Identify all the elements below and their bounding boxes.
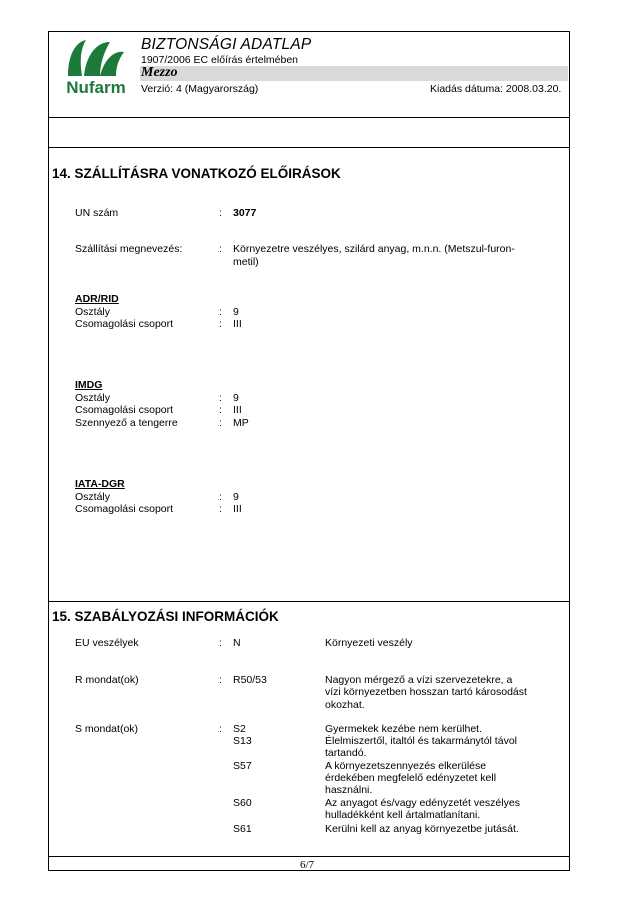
adr-pg-value: III [233, 318, 242, 330]
adr-heading: ADR/RID [75, 293, 119, 305]
iata-pg-label: Csomagolási csoport [75, 503, 174, 515]
r-text-line: Nagyon mérgező a vízi szervezetekre, a [325, 674, 513, 686]
shipping-value-line2: metil) [233, 256, 259, 268]
shipping-label: Szállítási megnevezés: [75, 243, 183, 255]
section-14-title: 14. SZÁLLÍTÁSRA VONATKOZÓ ELŐIRÁSOK [52, 166, 341, 181]
imdg-pg-value: III [233, 404, 242, 416]
imdg-class-value: 9 [233, 392, 239, 404]
imdg-mp-label: Szennyező a tengerre [75, 417, 178, 429]
iata-class-label: Osztály [75, 491, 111, 503]
nufarm-logo [60, 36, 132, 96]
adr-pg-label: Csomagolási csoport [75, 318, 174, 330]
s-code: S60 [233, 797, 252, 809]
header-divider [48, 117, 570, 118]
colon: : [219, 318, 222, 330]
colon: : [219, 417, 222, 429]
version-text: Verzió: 4 (Magyarország) [141, 83, 259, 95]
imdg-class-label: Osztály [75, 392, 111, 404]
s-code: S2 [233, 723, 246, 735]
colon: : [219, 503, 222, 515]
r-code: R50/53 [233, 674, 267, 686]
s-code: S57 [233, 760, 252, 772]
footer-divider [48, 856, 570, 857]
s-text-line: Élelmiszertől, italtól és takarmánytól távol [325, 735, 517, 747]
colon: : [219, 207, 222, 219]
eu-code: N [233, 637, 241, 649]
colon: : [219, 674, 222, 686]
colon: : [219, 392, 222, 404]
adr-class-label: Osztály [75, 306, 111, 318]
document-title: BIZTONSÁGI ADATLAP [141, 36, 312, 53]
eu-label: EU veszélyek [75, 637, 139, 649]
s-text-line: Az anyagot és/vagy edényzetét veszélyes [325, 797, 520, 809]
s-text-line: tartandó. [325, 747, 367, 759]
colon: : [219, 243, 222, 255]
s-text-line: hulladékként kell ártalmatlanítani. [325, 809, 481, 821]
s-text-line: Gyermekek kezébe nem kerülhet. [325, 723, 482, 735]
s-label: S mondat(ok) [75, 723, 139, 735]
r-text-line: vízi környezetben hosszan tartó károsodást [325, 686, 527, 698]
section-15-title: 15. SZABÁLYOZÁSI INFORMÁCIÓK [52, 609, 279, 624]
colon: : [219, 723, 222, 735]
s-text-line: Kerülni kell az anyag környezetbe jutását. [325, 823, 519, 835]
r-label: R mondat(ok) [75, 674, 139, 686]
logo-text: Nufarm [66, 78, 126, 96]
un-value: 3077 [233, 207, 257, 219]
imdg-mp-value: MP [233, 417, 249, 429]
s-text-line: érdekében megfelelő edényzetet kell [325, 772, 497, 784]
eu-text: Környezeti veszély [325, 637, 413, 649]
imdg-pg-label: Csomagolási csoport [75, 404, 174, 416]
colon: : [219, 404, 222, 416]
colon: : [219, 637, 222, 649]
iata-pg-value: III [233, 503, 242, 515]
nufarm-leaf-icon [60, 36, 132, 96]
iata-heading: IATA-DGR [75, 478, 125, 490]
section-divider [48, 601, 570, 602]
regulation-text: 1907/2006 EC előírás értelmében [141, 54, 299, 66]
product-name: Mezzo [141, 65, 178, 80]
s-code: S13 [233, 735, 252, 747]
header-divider-2 [48, 147, 570, 148]
un-label: UN szám [75, 207, 119, 219]
page-number: 6/7 [300, 859, 315, 871]
shipping-value-line1: Környezetre veszélyes, szilárd anyag, m.n.n. (Metszul-furon- [233, 243, 515, 255]
colon: : [219, 306, 222, 318]
issue-date: Kiadás dátuma: 2008.03.20. [430, 83, 562, 95]
colon: : [219, 491, 222, 503]
r-text-line: okozhat. [325, 699, 365, 711]
s-text-line: A környezetszennyezés elkerülése [325, 760, 487, 772]
imdg-heading: IMDG [75, 379, 103, 391]
product-bar [140, 66, 568, 81]
adr-class-value: 9 [233, 306, 239, 318]
s-code: S61 [233, 823, 252, 835]
iata-class-value: 9 [233, 491, 239, 503]
s-text-line: használni. [325, 784, 373, 796]
